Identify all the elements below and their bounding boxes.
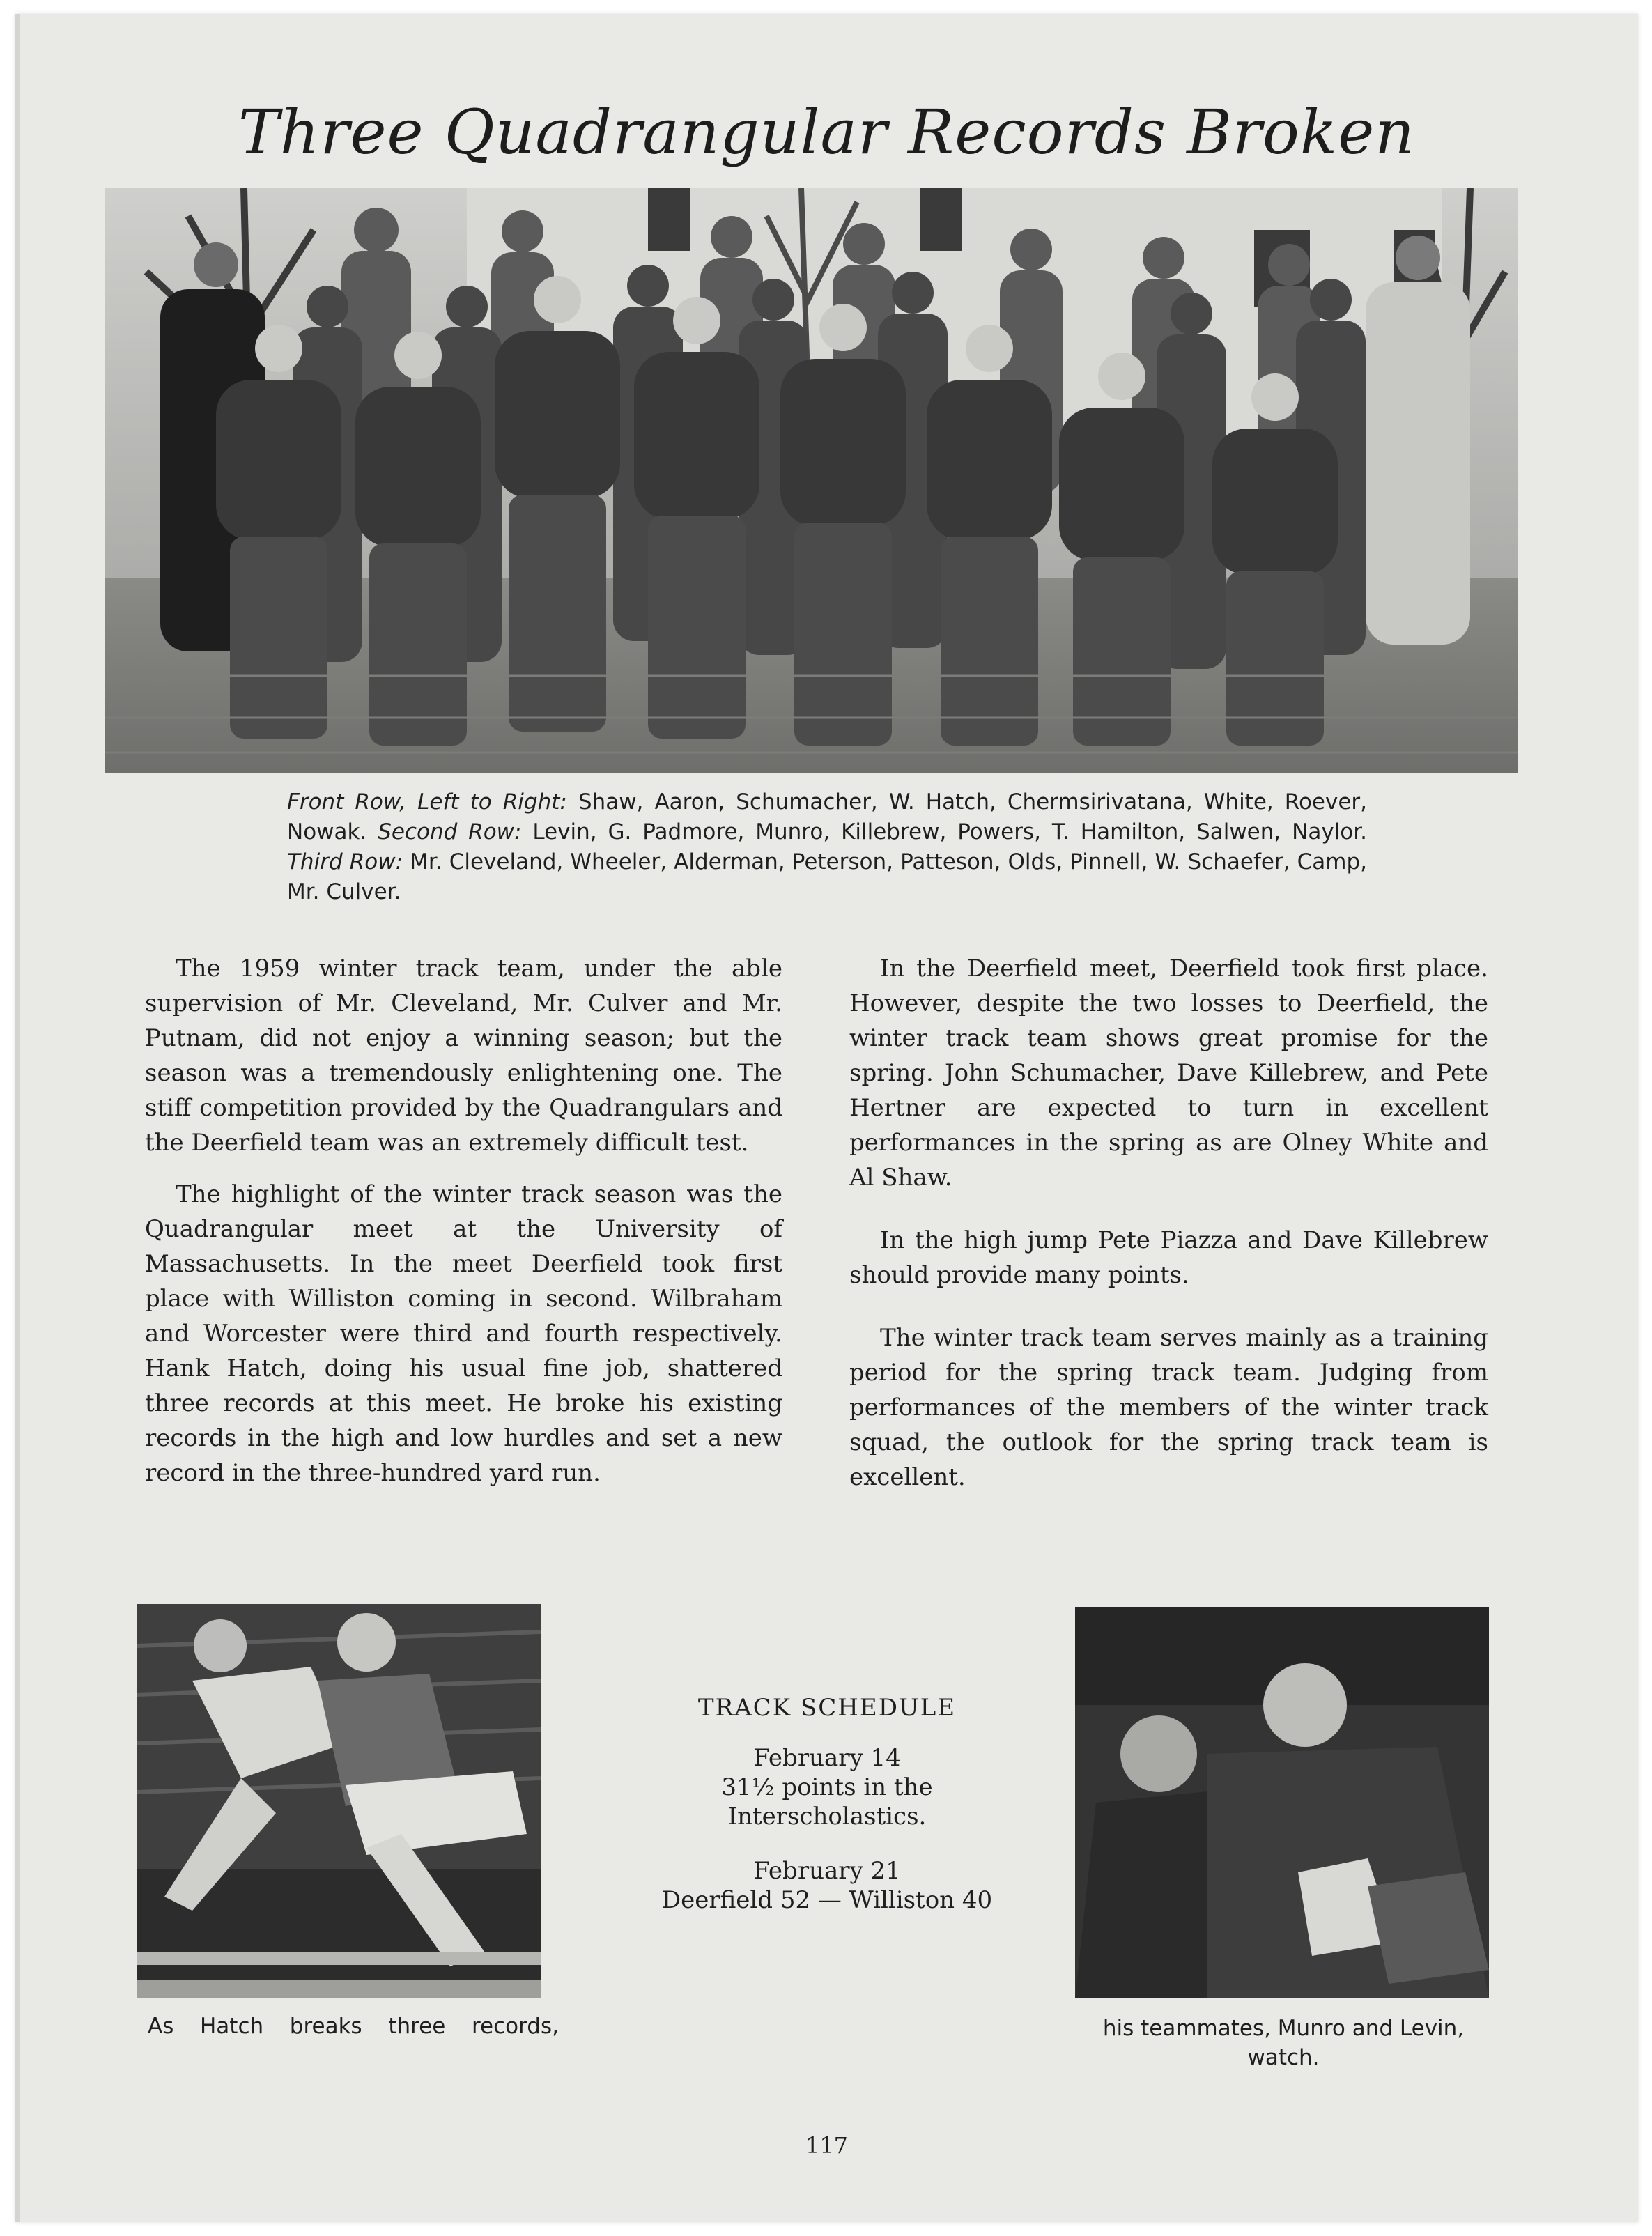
- schedule-event: [615, 1856, 1040, 1915]
- paragraph: The winter track team serves mainly as a training period for the spring track team. Judging from performances of the members of the winter track squad, the outlook for the spring track team is excellent.: [849, 1324, 1488, 1491]
- right-article-column: [849, 951, 1488, 1511]
- front-row-label: Front Row, Left to Right:: [287, 789, 567, 815]
- paragraph: In the Deerfield meet, Deerfield took first place. However, despite the two losses to Deerfield, the winter track team shows great promise for the spring. John Schumacher, Dave Killebrew, and Pete Hertner are expected to turn in excellent performances in the spring as are Olney White and Al Shaw.: [849, 955, 1488, 1192]
- third-row-label: Third Row:: [287, 849, 403, 874]
- event-result: Interscholastics.: [727, 1803, 927, 1830]
- track-schedule: [615, 1693, 1040, 1940]
- event-result: Deerfield 52 — Williston 40: [661, 1886, 993, 1914]
- page-edge: [15, 14, 20, 2222]
- front-row-names: Shaw, Aaron, Schumacher, W. Hatch, Chermsirivatana, White, Roever, Nowak.: [287, 789, 1368, 845]
- teammates-watching-photo: [1075, 1607, 1489, 1998]
- left-article-column: [145, 951, 782, 1507]
- event-date: February 21: [753, 1857, 901, 1885]
- page-number: 117: [805, 2132, 849, 2159]
- page-title: Three Quadrangular Records Broken: [238, 96, 1415, 168]
- second-row-names: Levin, G. Padmore, Munro, Killebrew, Powers, T. Hamilton, Salwen, Naylor.: [521, 819, 1367, 845]
- schedule-title: TRACK SCHEDULE: [697, 1694, 957, 1722]
- schedule-event: [615, 1743, 1040, 1831]
- event-date: February 14: [753, 1744, 901, 1772]
- paragraph: The highlight of the winter track season was the Quadrangular meet at the University of Massachusetts. In the meet Deerfield took first place with Williston coming in second. Wilbraham and Worcester were third and fourth respectively. Hank Hatch, doing his usual fine job, shattered three records at this meet. He broke his existing records in the high and low hurdles and set a new record in the three-hundred yard run.: [145, 1180, 782, 1487]
- team-photo-caption: [287, 787, 1367, 907]
- yearbook-page: [15, 14, 1638, 2222]
- right-photo-caption: his teammates, Munro and Levin, watch.: [1102, 2016, 1465, 2070]
- second-row-label: Second Row:: [378, 819, 522, 845]
- paragraph: The 1959 winter track team, under the able supervision of Mr. Cleveland, Mr. Culver and Mr. Putnam, did not enjoy a winning season; but the season was a tremendously enlightening one. The stiff competition provided by the Quadrangulars and the Deerfield team was an extremely difficult test.: [145, 955, 782, 1157]
- hurdle-action-photo: [137, 1604, 541, 1998]
- left-photo-caption: As Hatch breaks three records,: [148, 2014, 559, 2039]
- paragraph: In the high jump Pete Piazza and Dave Killebrew should provide many points.: [849, 1226, 1488, 1289]
- event-result: 31½ points in the: [721, 1773, 933, 1801]
- third-row-names: Mr. Cleveland, Wheeler, Alderman, Peterson, Patteson, Olds, Pinnell, W. Schaefer, Camp, Mr. Culver.: [287, 849, 1367, 904]
- team-photo: [105, 188, 1518, 773]
